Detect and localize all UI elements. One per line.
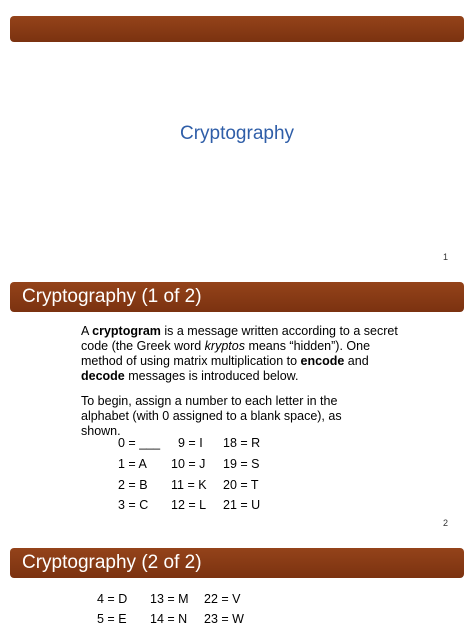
slide-heading: Cryptography (2 of 2) xyxy=(22,552,202,573)
text: and xyxy=(344,354,369,368)
table-cell: 4 = D xyxy=(97,592,128,606)
table-cell: 3 = C xyxy=(118,498,149,512)
table-row xyxy=(0,457,474,475)
slide-2 xyxy=(0,262,474,534)
table-row xyxy=(0,478,474,496)
table-cell: 13 = M xyxy=(150,592,189,606)
term-decode: decode xyxy=(81,369,125,383)
table-row xyxy=(0,498,474,516)
table-row xyxy=(0,592,474,610)
table-cell: 21 = U xyxy=(223,498,261,512)
term-kryptos: kryptos xyxy=(204,339,245,353)
header-bar xyxy=(10,16,464,42)
slide-number: 1 xyxy=(442,252,448,262)
table-cell: 12 = L xyxy=(171,498,207,512)
table-row xyxy=(0,436,474,454)
header-bar xyxy=(10,282,464,312)
term-encode: encode xyxy=(300,354,345,368)
table-row xyxy=(0,612,474,630)
table-cell: 18 = R xyxy=(223,436,261,450)
table-cell: 2 = B xyxy=(118,478,148,492)
term-cryptogram: cryptogram xyxy=(92,324,161,338)
slide-3 xyxy=(0,534,474,632)
table-cell: 10 = J xyxy=(171,457,206,471)
slide-1 xyxy=(0,0,474,262)
slide-heading: Cryptography (1 of 2) xyxy=(22,286,202,307)
text: is a message written according to a secret code (the Greek word xyxy=(81,324,398,353)
table-cell: 23 = W xyxy=(204,612,244,626)
table-cell: 20 = T xyxy=(223,478,259,492)
text: means “hidden”). One method of using matrix multiplication to xyxy=(81,339,371,368)
table-cell: 22 = V xyxy=(204,592,241,606)
cryptogram-paragraph xyxy=(81,324,401,384)
header-bar xyxy=(10,548,464,578)
table-cell: 9 = I xyxy=(178,436,203,450)
instruction-paragraph: To begin, assign a number to each letter in the alphabet (with 0 assigned to a blank space), as shown. xyxy=(81,394,342,438)
table-cell: 11 = K xyxy=(171,478,207,492)
table-cell: 5 = E xyxy=(97,612,127,626)
table-cell: 1 = A xyxy=(118,457,147,471)
table-cell: 19 = S xyxy=(223,457,260,471)
slide-title: Cryptography xyxy=(179,123,295,144)
text: A xyxy=(81,324,93,338)
table-cell: 0 = ___ xyxy=(118,436,161,450)
slide-number: 2 xyxy=(442,518,448,528)
table-cell: 14 = N xyxy=(150,612,188,626)
text: messages is introduced below. xyxy=(124,369,299,383)
